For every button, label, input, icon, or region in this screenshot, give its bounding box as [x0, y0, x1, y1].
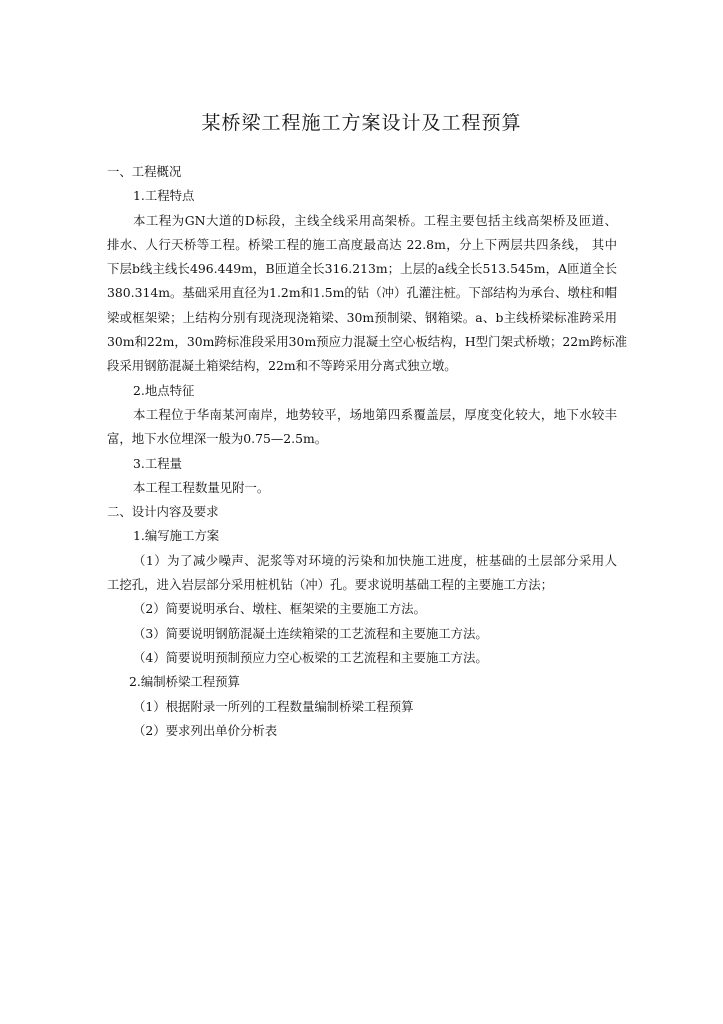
list-item-line: （2）要求列出单价分析表 [133, 722, 278, 738]
section-heading: 一、工程概况 [107, 164, 182, 179]
list-item-line: （3）简要说明钢筋混凝土连续箱梁的工艺流程和主要施工方法。 [133, 625, 488, 641]
document-title: 某桥梁工程施工方案设计及工程预算 [201, 112, 522, 134]
subsection-heading: 1.编写施工方案 [133, 528, 220, 544]
subsection-heading: 2.地点特征 [133, 382, 195, 398]
paragraph-line: 本工程为GN大道的D标段，主线全线采用高架桥。工程主要包括主线高架桥及匝道、 [133, 212, 617, 228]
list-item-line: （2）简要说明承台、墩柱、框架梁的主要施工方法。 [133, 601, 426, 617]
paragraph-line: 本工程工程数量见附一。 [133, 479, 270, 495]
list-item-line: （4）简要说明预制预应力空心板梁的工艺流程和主要施工方法。 [133, 649, 488, 665]
paragraph-line: 本工程位于华南某河南岸，地势较平，场地第四系覆盖层，厚度变化较大，地下水较丰 [133, 406, 617, 422]
paragraph-line: 排水、人行天桥等工程。桥梁工程的施工高度最高达 22.8m，分上下两层共四条线， 其中 [107, 236, 617, 252]
subsection-heading: 2.编制桥梁工程预算 [129, 674, 240, 690]
paragraph-line: 380.314m。基础采用直径为1.2m和1.5m的钻（冲）孔灌注桩。下部结构为承台、墩柱和帽 [107, 285, 618, 301]
subsection-heading: 3.工程量 [133, 455, 182, 471]
subsection-heading: 1.工程特点 [133, 188, 195, 204]
list-item-line: （1）为了减少噪声、泥浆等对环境的污染和加快施工进度，桩基础的土层部分采用人 [133, 552, 617, 568]
paragraph-line: 梁或框架梁；上结构分别有现浇现浇箱梁、30m预制梁、钢箱梁。a、b主线桥梁标准跨采用 [107, 309, 617, 325]
paragraph-line: 富，地下水位埋深一般为0.75—2.5m。 [107, 431, 328, 447]
paragraph-line: 30m和22m，30m跨标准段采用30m预应力混凝土空心板结构，H型门架式桥墩；22m跨标准 [107, 334, 628, 350]
list-item-line: 工挖孔，进入岩层部分采用桩机钻（冲）孔。要求说明基础工程的主要施工方法； [107, 577, 554, 593]
document-body [107, 160, 628, 743]
section-heading: 二、设计内容及要求 [107, 504, 219, 520]
paragraph-line: 下层b线主线长496.449m，B匝道全长316.213m；上层的a线全长513.545m，A匝道全长 [107, 261, 617, 277]
list-item-line: （1）根据附录一所列的工程数量编制桥梁工程预算 [133, 698, 414, 714]
paragraph-line: 段采用钢筋混凝土箱梁结构，22m和不等跨采用分离式独立墩。 [107, 358, 457, 374]
